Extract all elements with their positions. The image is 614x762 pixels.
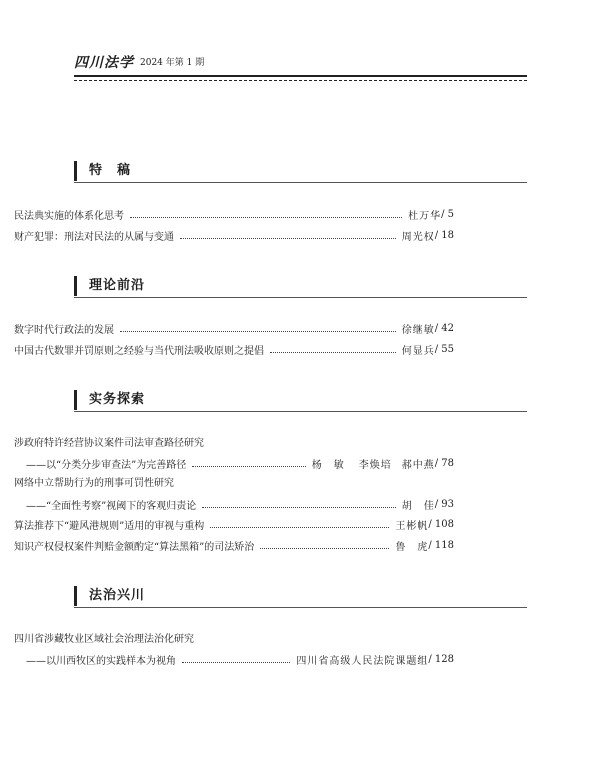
entry-title: 财产犯罪：刑法对民法的从属与变通	[14, 232, 174, 243]
entry-title: 中国古代数罪并罚原则之经验与当代刑法吸收原则之提倡	[14, 346, 264, 357]
leader-dots	[182, 660, 290, 663]
entry-title: 民法典实施的体系化思考	[14, 211, 124, 222]
toc-entry[interactable]	[14, 537, 454, 554]
entry-title[interactable]: 涉政府特许经营协议案件司法审查路径研究	[14, 438, 204, 449]
entry-title[interactable]: 网络中立帮助行为的刑事可罚性研究	[14, 478, 174, 489]
leader-dots	[180, 236, 396, 239]
toc-entry-subtitle[interactable]	[26, 651, 454, 668]
leader-dots	[270, 350, 396, 353]
entry-author: 周光权	[401, 232, 435, 243]
toc-entry[interactable]	[14, 206, 454, 223]
header-rule	[74, 75, 527, 77]
section-rule	[74, 297, 527, 298]
toc-entry[interactable]	[14, 516, 454, 533]
entry-author: 何显兵	[401, 346, 435, 357]
entry-title: 知识产权侵权案件判赔金额酌定“算法黑箱”的司法矫治	[14, 542, 255, 553]
entry-subtitle: ——以“分类分步审查法”为完善路径	[26, 460, 187, 471]
leader-dots	[192, 464, 305, 467]
entry-author: 徐继敏	[401, 325, 435, 336]
entry-title[interactable]: 四川省涉藏牧业区域社会治理法治化研究	[14, 634, 194, 645]
section-rule	[74, 607, 527, 608]
toc-entry[interactable]	[14, 320, 454, 337]
entry-page: / 128	[428, 654, 454, 665]
entry-author: 四川省高级人民法院课题组	[296, 656, 429, 667]
entry-author: 郝中燕	[401, 460, 435, 471]
toc-entry[interactable]	[14, 227, 454, 244]
leader-dots	[202, 505, 395, 508]
toc-entry-subtitle[interactable]	[26, 496, 454, 513]
entry-page: / 78	[434, 458, 454, 469]
entry-page: / 18	[434, 230, 454, 241]
entry-author: 鲁 虎	[395, 542, 429, 553]
section-title: 法治兴川	[74, 586, 145, 606]
entry-subtitle: ——“全面性考察”视阈下的客观归责论	[26, 501, 197, 512]
entry-author: 杨 敏	[311, 460, 345, 471]
entry-author: 王彬帆	[395, 521, 429, 532]
entry-author: 杜万华	[408, 211, 442, 222]
issue-label: 2024 年第 1 期	[140, 58, 205, 68]
leader-dots	[210, 525, 389, 528]
entry-author: 胡 佳	[401, 501, 435, 512]
entry-title: 数字时代行政法的发展	[14, 325, 114, 336]
journal-title: 四川法学	[74, 55, 134, 71]
toc-entry-subtitle[interactable]	[26, 455, 454, 472]
entry-page: / 55	[434, 344, 454, 355]
entry-page: / 108	[428, 519, 454, 530]
section-title: 特 稿	[74, 161, 131, 181]
entry-page: / 93	[434, 499, 454, 510]
entry-author: 李焕培	[358, 460, 392, 471]
leader-dots	[260, 546, 389, 549]
entry-page: / 42	[434, 323, 454, 334]
entry-page: / 5	[441, 209, 454, 220]
section-rule	[74, 411, 527, 412]
entry-title: 算法推荐下“避风港规则”适用的审视与重构	[14, 521, 205, 532]
leader-dots	[120, 329, 396, 332]
toc-entry[interactable]	[14, 341, 454, 358]
section-rule	[74, 182, 527, 183]
section-title: 实务探索	[74, 390, 145, 410]
entry-page: / 118	[428, 540, 454, 551]
header-dashed-rule	[74, 80, 527, 81]
entry-subtitle: ——以川西牧区的实践样本为视角	[26, 656, 176, 667]
leader-dots	[130, 215, 402, 218]
section-title: 理论前沿	[74, 276, 145, 296]
